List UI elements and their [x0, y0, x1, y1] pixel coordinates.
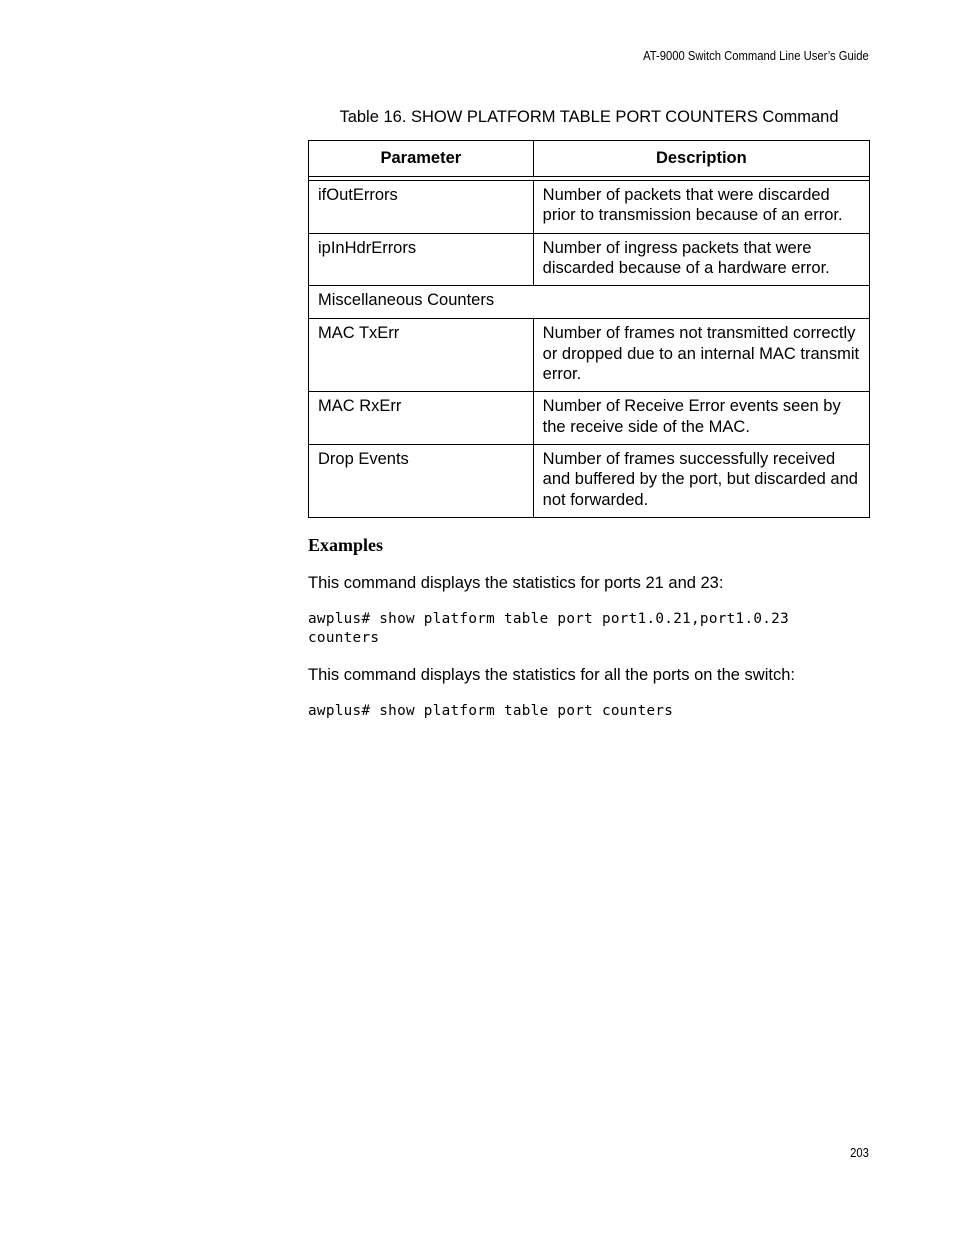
description-cell: Number of packets that were discarded prior to transmission because of an error.	[533, 181, 869, 234]
examples-heading: Examples	[308, 535, 384, 555]
column-header-description: Description	[533, 141, 869, 177]
running-header: AT-9000 Switch Command Line User’s Guide	[643, 49, 869, 63]
example-2-description: This command displays the statistics for all the ports on the switch:	[308, 666, 795, 684]
table-row	[309, 444, 870, 517]
parameter-cell: MAC RxErr	[309, 392, 534, 445]
parameter-cell: MAC TxErr	[309, 319, 534, 392]
parameter-cell: ipInHdrErrors	[309, 233, 534, 286]
table-row	[309, 392, 870, 445]
table-row	[309, 181, 870, 234]
page-number: 203	[850, 1146, 869, 1160]
table-section-row	[309, 286, 870, 319]
description-cell: Number of Receive Error events seen by the receive side of the MAC.	[533, 392, 869, 445]
parameters-table	[308, 140, 870, 518]
column-header-parameter: Parameter	[309, 141, 534, 177]
description-cell: Number of ingress packets that were discarded because of a hardware error.	[533, 233, 869, 286]
table-caption: Table 16. SHOW PLATFORM TABLE PORT COUNTERS Command	[339, 108, 839, 126]
parameter-cell: ifOutErrors	[309, 181, 534, 234]
description-cell: Number of frames successfully received and buffered by the port, but discarded and not forwarded.	[533, 444, 869, 517]
description-cell: Number of frames not transmitted correctly or dropped due to an internal MAC transmit error.	[533, 319, 869, 392]
table-row	[309, 233, 870, 286]
section-label: Miscellaneous Counters	[309, 286, 870, 319]
example-2-command: awplus# show platform table port counters	[308, 703, 674, 719]
example-1-command: awplus# show platform table port port1.0.21,port1.0.23 counters	[308, 611, 790, 646]
parameter-cell: Drop Events	[309, 444, 534, 517]
table-row	[309, 319, 870, 392]
example-1-description: This command displays the statistics for ports 21 and 23:	[308, 574, 724, 592]
